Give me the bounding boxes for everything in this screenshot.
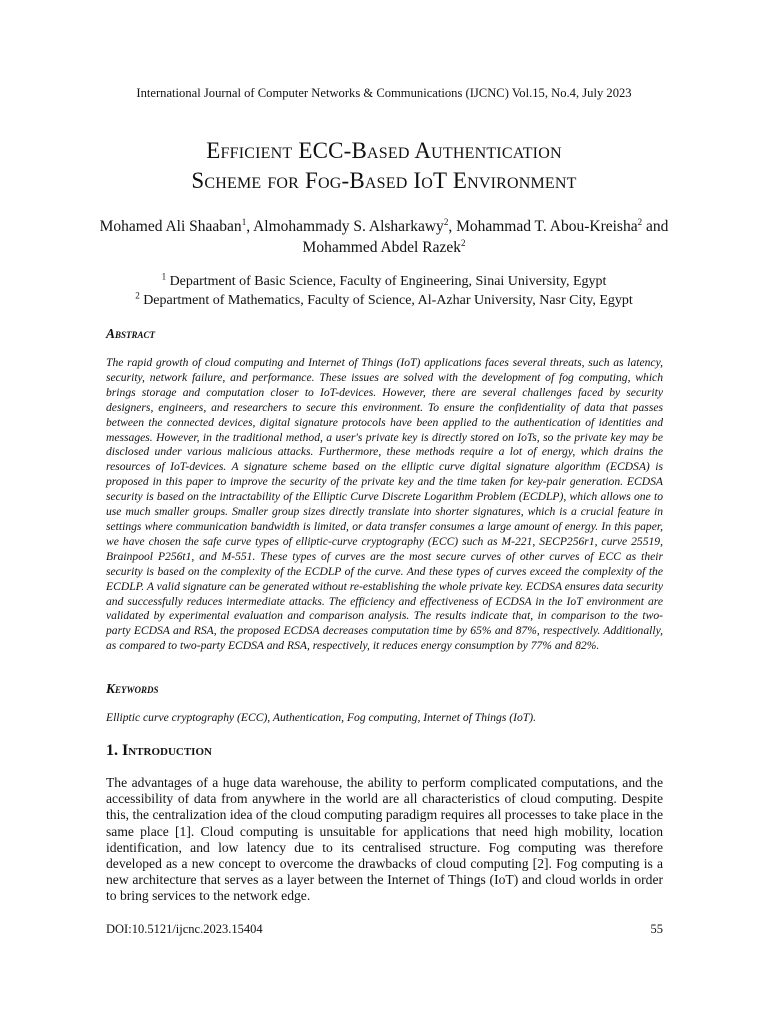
affiliation-text: Department of Mathematics, Faculty of Science, Al-Azhar University, Nasr City, Egypt bbox=[139, 293, 633, 308]
author-name: , Mohammad T. Abou-Kreisha bbox=[448, 218, 638, 235]
author-name: and Mohammed Abdel Razek bbox=[302, 218, 669, 256]
author-affil-mark: 2 bbox=[637, 216, 643, 227]
abstract-heading: Abstract bbox=[106, 326, 156, 341]
author-affil-mark: 2 bbox=[443, 216, 449, 227]
keywords-heading: Keywords bbox=[106, 681, 159, 696]
author-affil-mark: 2 bbox=[460, 237, 466, 248]
abstract-body: The rapid growth of cloud computing and Internet of Things (IoT) applications faces several threats, such as latency, security, network failure, and performance. These issues are solved with the development of fog computing, which brings storage and computation closer to IoT-devices. However, there are several challenges faced by security designers, engineers, and researchers to secure this environment. To ensure the confidentiality of data that passes between the connected devices, digital signature protocols have been applied to the authentication of identities and messages. However, in the traditional method, a user's private key is directly stored on IoTs, so the private key may be disclosed under various malicious attacks. Furthermore, these methods require a lot of energy, which drains the resources of IoT-devices. A signature scheme based on the elliptic curve digital signature algorithm (ECDSA) is proposed in this paper to improve the security of the private key and the time taken for key-pair generation. ECDSA security is based on the intractability of the Elliptic Curve Discrete Logarithm Problem (ECDLP), which allows one to use much smaller groups. Smaller group sizes directly translate into shorter signatures, which is a crucial feature in settings where communication bandwidth is limited, or data transfer consumes a large amount of energy. In this paper, we have chosen the safe curve types of elliptic-curve cryptography (ECC) such as M-221, SECP256r1, curve 25519, Brainpool P256t1, and M-551. These types of curves are the most secure curves of other curves of ECC as their security is based on the complexity of the ECDLP of the curve. And these types of curves exceed the complexity of the ECDLP. A valid signature can be generated without re-establishing the whole private key. ECDSA ensures data security and successfully reduces intermediate attacks. The efficiency and effectiveness of ECDSA in the IoT environment are validated by experimental evaluation and comparison analysis. The results indicate that, in comparison to the two-party ECDSA and RSA, the proposed ECDSA decreases computation time by 65% and 87%, respectively. Additionally, as compared to two-party ECDSA and RSA, respectively, it reduces energy consumption by 77% and 82%. bbox=[106, 356, 663, 653]
author-name: Mohamed Ali Shaaban bbox=[99, 218, 242, 235]
affiliation-mark: 2 bbox=[135, 290, 140, 301]
affiliation-line bbox=[80, 272, 688, 291]
introduction-heading: 1. Introduction bbox=[106, 742, 212, 759]
affiliation-line bbox=[80, 291, 688, 310]
affiliation-mark: 1 bbox=[161, 271, 167, 282]
keywords-body: Elliptic curve cryptography (ECC), Authentication, Fog computing, Internet of Things (IoT). bbox=[106, 711, 536, 724]
affiliation-text: Department of Basic Science, Faculty of Engineering, Sinai University, Egypt bbox=[166, 274, 607, 289]
journal-running-head: International Journal of Computer Networks & Communications (IJCNC) Vol.15, No.4, July 2023 bbox=[136, 86, 632, 100]
title-line-1: Efficient ECC-Based Authentication bbox=[206, 138, 562, 163]
affiliations bbox=[80, 272, 688, 310]
footer-doi: DOI:10.5121/ijcnc.2023.15404 bbox=[106, 922, 263, 936]
introduction-body: The advantages of a huge data warehouse, the ability to perform complicated computations, and the accessibility of data from anywhere in the world are all characteristics of cloud computing. Despite this, the centralization idea of the cloud computing paradigm requires all processes to take place in the same place [1]. Cloud computing is unsuitable for applications that need high mobility, location identification, and low latency due to its centralised structure. Fog computing was therefore developed as a new concept to overcome the drawbacks of cloud computing [2]. Fog computing is a new architecture that serves as a layer between the Internet of Things (IoT) and cloud worlds in order to bring services to the network edge. bbox=[106, 775, 663, 904]
page-number: 55 bbox=[650, 922, 663, 936]
author-name: , Almohammady S. Alsharkawy bbox=[246, 218, 444, 235]
paper-title bbox=[0, 136, 768, 196]
author-affil-mark: 1 bbox=[241, 216, 247, 227]
title-line-2: Scheme for Fog-Based IoT Environment bbox=[191, 168, 577, 193]
author-list bbox=[80, 216, 688, 258]
